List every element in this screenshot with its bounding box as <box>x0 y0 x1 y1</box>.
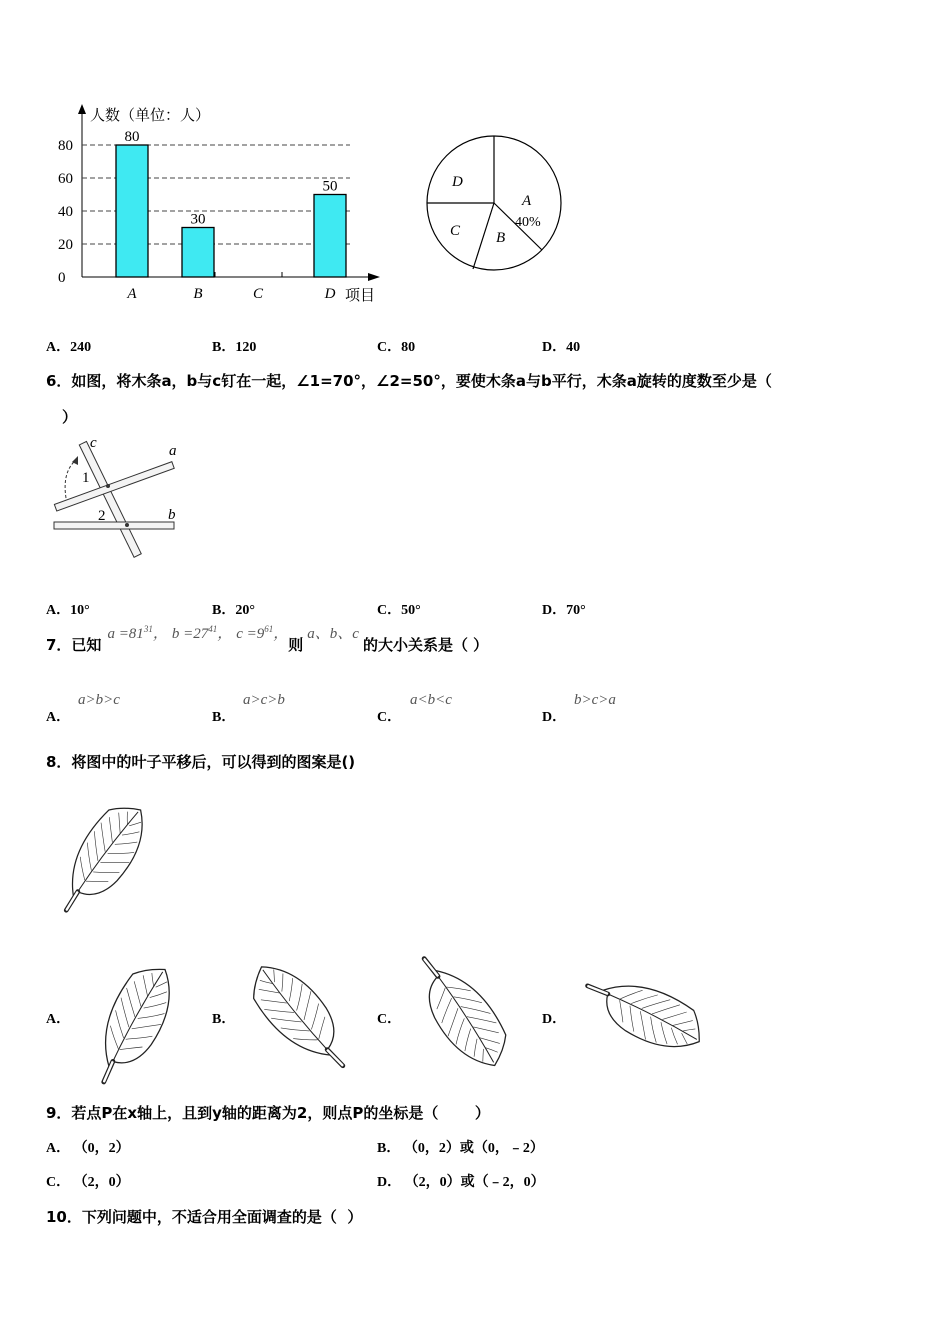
label-b: b <box>168 507 176 523</box>
x-tick-B: B <box>193 286 203 302</box>
q8-option-d-letter[interactable]: D． <box>542 1012 567 1027</box>
original-leaf <box>45 790 165 920</box>
q7-option-a-letter[interactable]: A． <box>46 710 71 725</box>
q9-option-c[interactable]: C． （2，0） <box>46 1175 130 1190</box>
y-tick-0: 0 <box>58 270 66 286</box>
q8-option-a-leaf[interactable] <box>75 950 195 1085</box>
q8-option-d-leaf[interactable] <box>583 962 718 1072</box>
q7-option-b-letter[interactable]: B． <box>212 710 236 725</box>
bar-B <box>182 228 214 278</box>
q6-stem-end: ） <box>62 408 78 426</box>
q9-option-a[interactable]: A． （0，2） <box>46 1141 130 1156</box>
q6-stem: 6．如图，将木条a，b与c钉在一起，∠1=70°，∠2=50°，要使木条a与b平行，木条a旋转的度数至少是（ <box>46 372 772 390</box>
q7-option-b-text[interactable]: a>c>b <box>243 692 285 708</box>
q7-option-c-letter[interactable]: C． <box>377 710 402 725</box>
x-tick-C: C <box>252 286 264 302</box>
label-angle-2: 2 <box>98 508 106 524</box>
q7-stem: 7．已知 $a =81^{31}$， $b =27^{41}$， $c =9^{61}$， 则 a、b、c 的大小关系是（ ） <box>46 624 489 654</box>
q7-option-d-letter[interactable]: D． <box>542 710 567 725</box>
q7-option-c-text[interactable]: a<b<c <box>410 692 452 708</box>
y-axis-label: 人数（单位：人） <box>90 108 211 124</box>
q5-option-b[interactable]: B．120 <box>212 340 257 355</box>
bar-chart <box>40 100 390 310</box>
q5-option-d[interactable]: D．40 <box>542 340 581 355</box>
bar-A <box>116 145 148 277</box>
q9-option-d[interactable]: D． （2，0）或（﹣2，0） <box>377 1175 545 1190</box>
label-angle-1: 1 <box>82 470 90 486</box>
bar-value-A: 80 <box>124 129 140 145</box>
sticks-figure <box>44 432 194 567</box>
pie-label-c: C <box>450 223 461 239</box>
q5-option-c[interactable]: C．80 <box>377 340 416 355</box>
pie-label-a-percent: 40% <box>515 215 541 230</box>
label-c: c <box>90 435 97 451</box>
q6-option-d[interactable]: D．70° <box>542 603 586 618</box>
q6-option-b[interactable]: B．20° <box>212 603 255 618</box>
q5-option-a[interactable]: A．240 <box>46 340 92 355</box>
y-tick-60: 60 <box>58 171 73 187</box>
x-tick-A: A <box>127 286 137 302</box>
pie-label-d: D <box>452 174 463 190</box>
q8-option-c-leaf[interactable] <box>405 952 525 1087</box>
q8-option-c-letter[interactable]: C． <box>377 1012 402 1027</box>
y-tick-20: 20 <box>58 237 73 253</box>
pie-label-a: A <box>522 193 532 209</box>
q8-option-b-leaf[interactable] <box>238 945 358 1080</box>
pie-label-b: B <box>496 230 506 246</box>
bar-value-B: 30 <box>190 211 206 228</box>
y-tick-80: 80 <box>58 138 73 154</box>
pie-chart <box>420 130 570 280</box>
x-tick-D: D <box>324 286 336 302</box>
q9-stem: 9．若点P在x轴上，且到y轴的距离为2，则点P的坐标是（ ） <box>46 1104 490 1122</box>
q8-option-a-letter[interactable]: A． <box>46 1012 71 1027</box>
label-a: a <box>169 443 177 459</box>
x-axis-label: 项目 <box>345 288 376 304</box>
bar-value-D: 50 <box>322 178 338 195</box>
bar-D <box>314 195 346 278</box>
q8-stem: 8．将图中的叶子平移后，可以得到的图案是() <box>46 753 356 771</box>
q9-option-b[interactable]: B． （0，2）或（0，﹣2） <box>377 1141 544 1156</box>
q6-option-a[interactable]: A．10° <box>46 603 90 618</box>
y-tick-40: 40 <box>58 204 73 220</box>
q7-option-d-text[interactable]: b>c>a <box>574 692 616 708</box>
q7-option-a-text[interactable]: a>b>c <box>78 692 120 708</box>
q6-option-c[interactable]: C．50° <box>377 603 421 618</box>
q10-stem: 10．下列问题中，不适合用全面调查的是（ ） <box>46 1208 363 1226</box>
q8-option-b-letter[interactable]: B． <box>212 1012 236 1027</box>
